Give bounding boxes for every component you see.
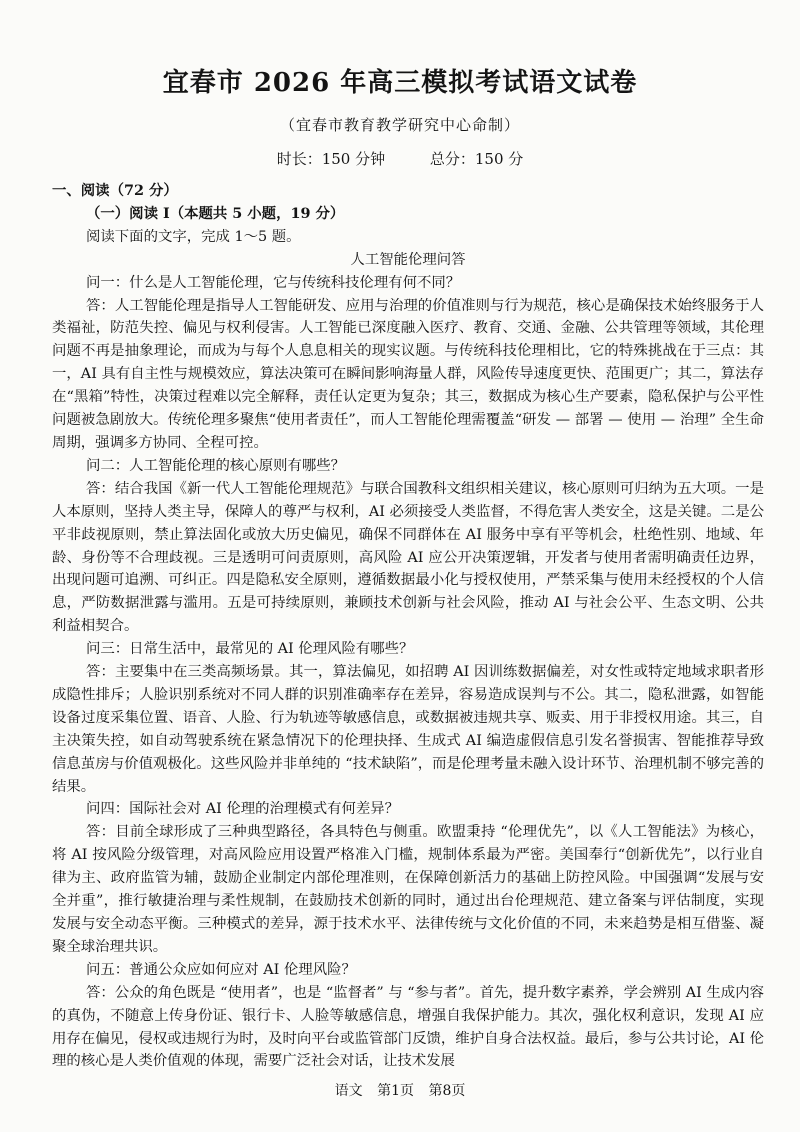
answer-5: 答：公众的角色既是 “使用者”，也是 “监督者” 与 “参与者”。首先，提升数字素养，学会辨别 AI 生成内容的真伪，不随意上传身份证、银行卡、人脸等敏感信息，增强自我保护能力。其次，强化权利意识，发现 AI 应用存在偏见，侵权或违规行为时，及时向平台或监管部门反馈，维护自身合法权益。最后，参与公共讨论，AI 伦理的核心是人类价值观的体现，需要广泛社会对话，让技术发展 [52, 984, 764, 1070]
exam-meta [0, 148, 800, 169]
answer-3: 答：主要集中在三类高频场景。其一，算法偏见，如招聘 AI 因训练数据偏差，对女性或特定地域求职者形成隐性排斥；人脸识别系统对不同人群的识别准确率存在差异，容易造成误判与不公。其二，隐私泄露，如智能设备过度采集位置、语音、人脸、行为轨迹等敏感信息，或数据被违规共享、贩卖、用于非授权用途。其三，自主决策失控，如自动驾驶系统在紧急情况下的伦理抉择、生成式 AI 编造虚假信息引发名誉损害、智能推荐导致信息茧房与价值观极化。这些风险并非单纯的 “技术缺陷”，而是伦理考量未融入设计环节、治理机制不够完善的结果。 [52, 664, 764, 795]
answer-1: 答：人工智能伦理是指导人工智能研发、应用与治理的价值准则与行为规范，核心是确保技术始终服务于人类福祉，防范失控、偏见与权利侵害。人工智能已深度融入医疗、教育、交通、金融、公共管理等领域，其伦理问题不再是抽象理论，而成为与每个人息息相关的现实议题。与传统科技伦理相比，它的特殊挑战在于三点：其一，AI 具有自主性与规模效应，算法决策可在瞬间影响海量人群，风险传导速度更快、范围更广；其二，算法存在“黑箱”特性，决策过程难以完全解释，责任认定更为复杂；其三，数据成为核心生产要素，隐私保护与公平性问题被急剧放大。传统伦理多聚焦“使用者责任”，而人工智能伦理需覆盖“研发 — 部署 — 使用 — 治理” 全生命周期，强调多方协同、全程可控。 [52, 297, 764, 451]
question-2: 问二：人工智能伦理的核心原则有哪些？ [86, 457, 346, 474]
total-score-text: 总分：150 分 [429, 150, 524, 168]
answer-2: 答：结合我国《新一代人工智能伦理规范》与联合国教科文组织相关建议，核心原则可归纳为五大项。一是人本原则，坚持人类主导，保障人的尊严与权利，AI 必须接受人类监督，不得危害人类安全，这是关键。二是公平非歧视原则，禁止算法固化或放大历史偏见，确保不同群体在 AI 服务中享有平等机会，杜绝性别、地域、年龄、身份等不合理歧视。三是透明可问责原则，高风险 AI 应公开决策逻辑，开发者与使用者需明确责任边界，出现问题可追溯、可纠正。四是隐私安全原则，遵循数据最小化与授权使用，严禁采集与使用未经授权的个人信息，严防数据泄露与滥用。五是可持续原则，兼顾技术创新与社会风险，推动 AI 与社会公平、生态文明、公共利益相契合。 [52, 480, 764, 635]
instruction-text: 阅读下面的文字，完成 1～5 题。 [86, 228, 301, 245]
section-heading: 一、阅读（72 分） [52, 182, 178, 199]
question-5: 问五：普通公众应如何应对 AI 伦理风险？ [86, 961, 356, 978]
duration-text: 时长：150 分钟 [276, 150, 386, 168]
page-footer [0, 1080, 800, 1100]
question-3: 问三：日常生活中，最常见的 AI 伦理风险有哪些？ [86, 641, 414, 658]
exam-subtitle: （宜春市教育教学研究中心命制） [279, 116, 520, 134]
exam-body [52, 180, 764, 1073]
answer-4: 答：目前全球形成了三种典型路径，各具特色与侧重。欧盟秉持 “伦理优先”，以《人工智能法》为核心，将 AI 按风险分级管理，对高风险应用设置严格准入门槛，规制体系最为严密。美国奉行“创新优先”，以行业自律为主、政府监管为辅，鼓励企业制定内部伦理准则，在保障创新活力的基础上防控风险。中国强调“发展与安全并重”，推行敏捷治理与柔性规制，在鼓励技术创新的同时，通过出台伦理规范、建立备案与评估制度，实现发展与安全动态平衡。三种模式的差异，源于技术水平、法律传统与文化价值的不同，未来趋势是相互借鉴、凝聚全球治理共识。 [52, 824, 764, 955]
question-1: 问一：什么是人工智能伦理，它与传统科技伦理有何不同？ [86, 274, 461, 291]
question-4: 问四：国际社会对 AI 伦理的治理模式有何差异？ [86, 801, 400, 818]
article-title: 人工智能伦理问答 [350, 251, 466, 268]
subsection-heading: （一）阅读 Ⅰ（本题共 5 小题，19 分） [86, 204, 345, 222]
footer-subject: 语文 [334, 1083, 363, 1099]
exam-title: 宜春市 2026 年高三模拟考试语文试卷 [162, 68, 638, 98]
footer-total-pages: 第8页 [428, 1083, 466, 1099]
footer-page: 第1页 [377, 1083, 414, 1099]
